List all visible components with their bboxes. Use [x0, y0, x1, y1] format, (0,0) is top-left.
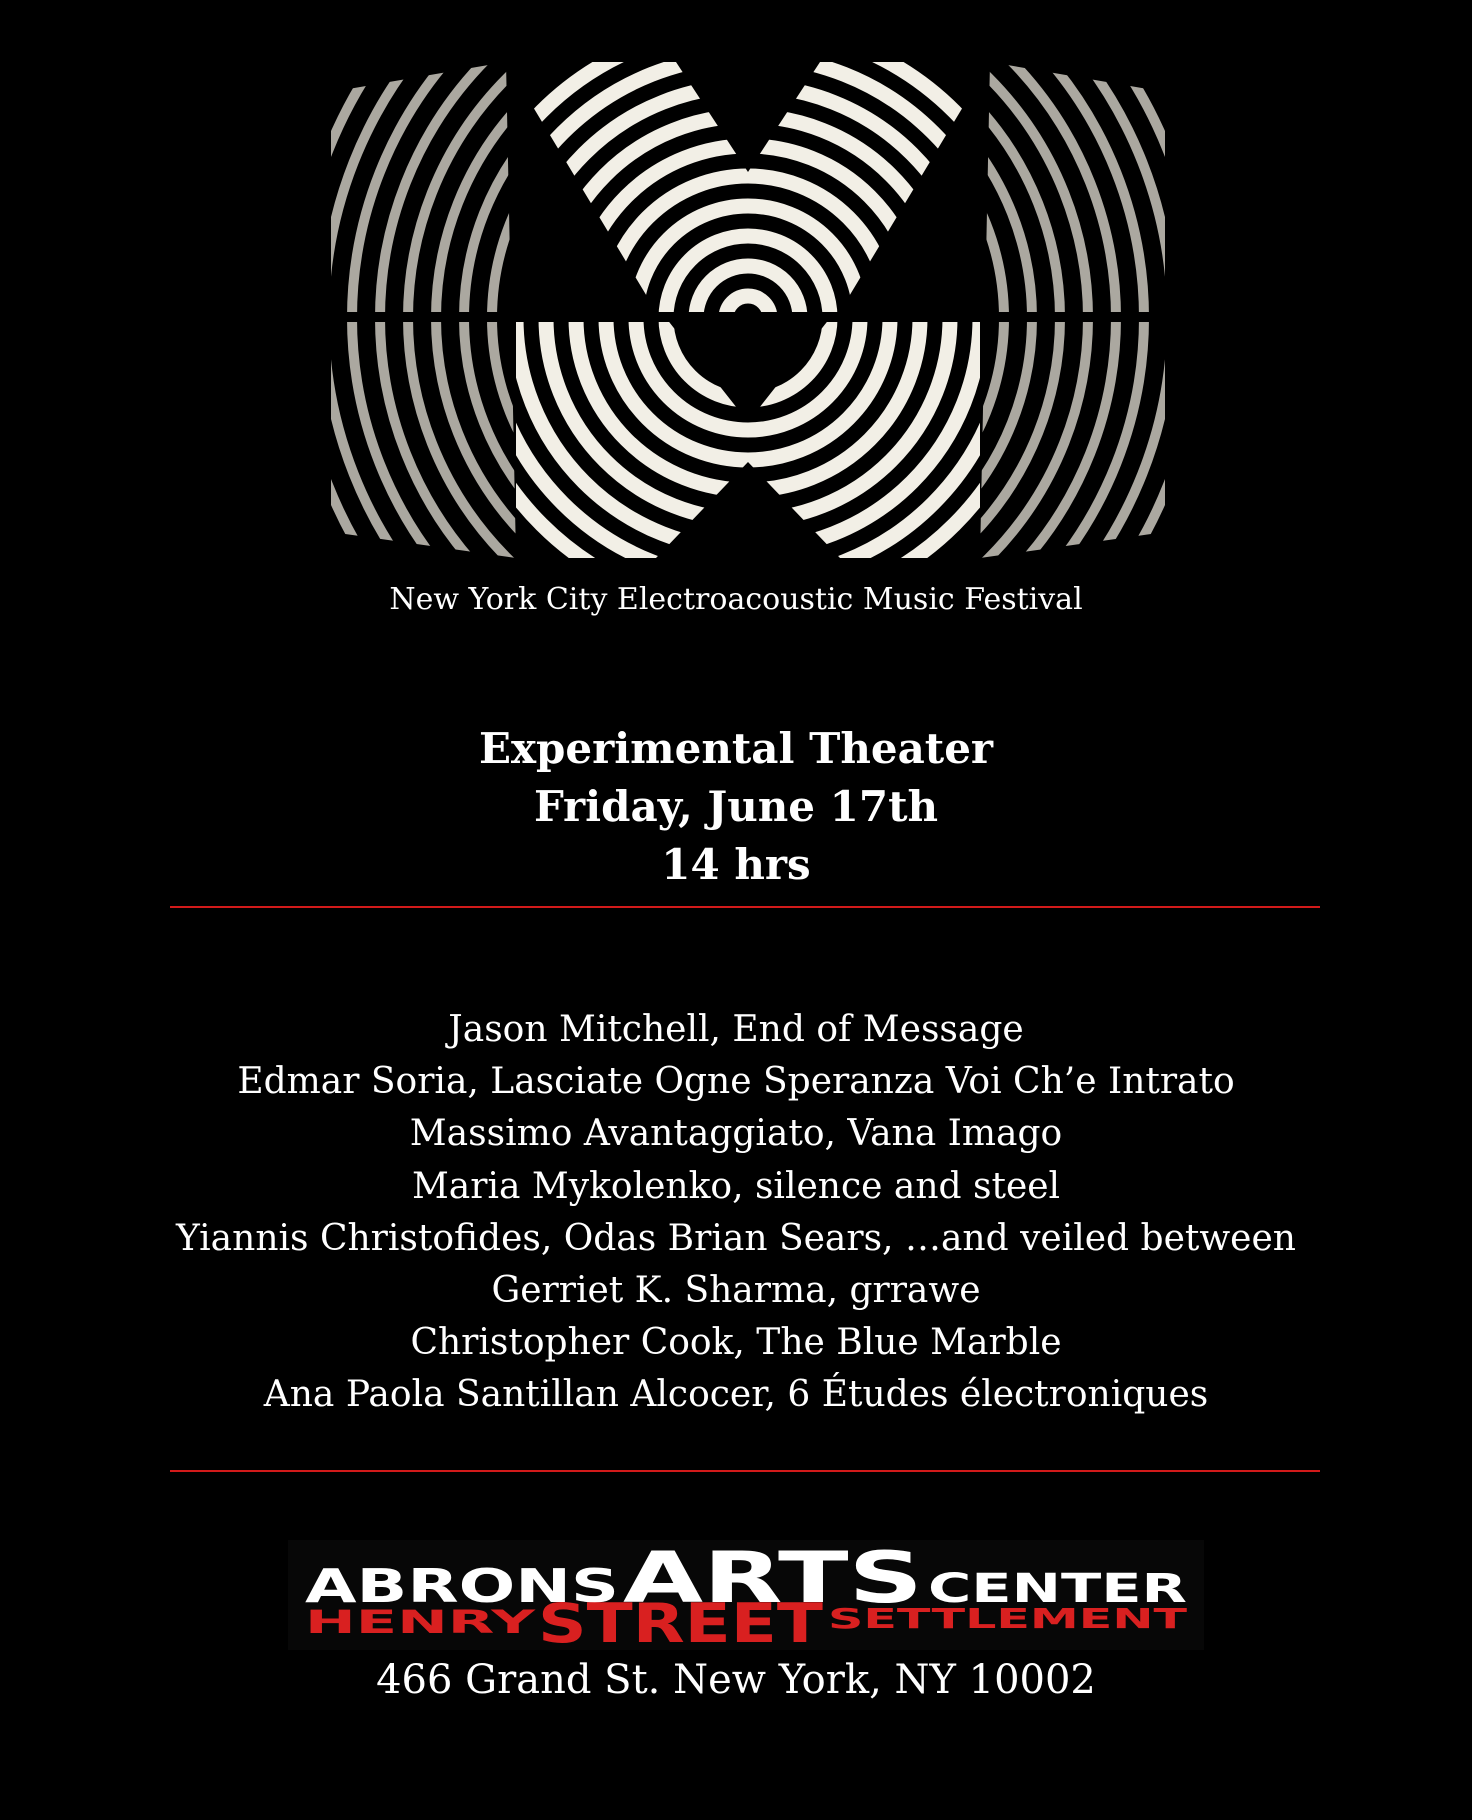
- logo-ring: [352, 62, 1144, 558]
- program-item: Gerriet K. Sharma, grrawe: [491, 1270, 981, 1312]
- program-item: Ana Paola Santillan Alcocer, 6 Études électroniques: [263, 1374, 1209, 1416]
- divider-top: [170, 906, 1320, 908]
- program-list: [0, 1004, 1472, 1422]
- logo-ring: [408, 62, 1088, 558]
- event-time: 14 hrs: [661, 840, 811, 889]
- program-item: Edmar Soria, Lasciate Ogne Speranza Voi Ch’e Intrato: [237, 1061, 1235, 1103]
- venue-logo-center: CENTER: [928, 1566, 1187, 1612]
- program-item: Jason Mitchell, End of Message: [448, 1009, 1024, 1050]
- venue-logo: [288, 1540, 1204, 1650]
- venue-address: 466 Grand St. New York, NY 10002: [376, 1657, 1096, 1703]
- festival-logo: [331, 62, 1165, 558]
- venue-logo-henry: HENRY: [305, 1603, 537, 1641]
- event-venue-name: Experimental Theater: [478, 724, 994, 773]
- logo-ring: [436, 62, 1060, 558]
- logo-ring: [486, 62, 1010, 558]
- festival-name: New York City Electroacoustic Music Festival: [389, 582, 1083, 617]
- program-item: Maria Mykolenko, silence and steel: [411, 1165, 1061, 1207]
- event-details: [0, 720, 1472, 894]
- program-item: Yiannis Christofides, Odas Brian Sears, …and veiled between: [176, 1217, 1296, 1259]
- venue-logo-street: STREET: [538, 1592, 824, 1650]
- venue-logo-abrons: ABRONS: [305, 1559, 619, 1613]
- logo-ring: [436, 62, 1060, 558]
- venue-logo-arts: ARTS: [623, 1540, 923, 1619]
- venue-logo-settlement: SETTLEMENT: [828, 1602, 1187, 1635]
- logo-ring: [408, 62, 1088, 558]
- program-item: Christopher Cook, The Blue Marble: [410, 1322, 1062, 1364]
- logo-ring: [352, 62, 1144, 558]
- program-item: Massimo Avantaggiato, Vana Imago: [409, 1113, 1063, 1155]
- event-date: Friday, June 17th: [533, 782, 939, 831]
- divider-bottom: [170, 1470, 1320, 1472]
